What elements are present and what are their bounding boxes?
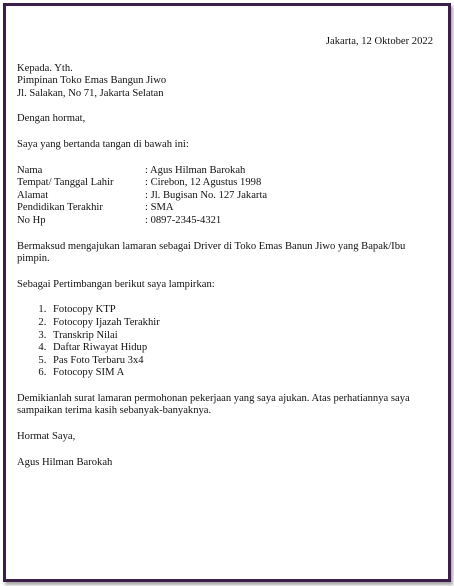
identity-row — [17, 190, 435, 203]
intro-text: Saya yang bertanda tangan di bawah ini: — [17, 138, 189, 150]
list-item: 2. Fotocopy Ijazah Terakhir — [49, 317, 435, 330]
identity-row — [17, 215, 435, 228]
list-item: 4. Daftar Riwayat Hidup — [49, 342, 435, 355]
identity-value: : Cirebon, 12 Agustus 1998 — [145, 177, 262, 189]
identity-label: Pendidikan Terakhir — [17, 202, 103, 214]
identity-table — [17, 165, 435, 228]
identity-label: No Hp — [17, 214, 46, 226]
identity-value: : SMA — [145, 202, 174, 214]
sign-off: Hormat Saya, — [17, 431, 76, 443]
recipient-line-2: Pimpinan Toko Emas Bangun Jiwo — [17, 75, 167, 87]
list-item: 6. Fotocopy SIM A — [49, 367, 435, 380]
place-date: Jakarta, 12 Oktober 2022 — [325, 36, 433, 47]
identity-value: : Agus Hilman Barokah — [145, 164, 246, 176]
recipient-line-1: Kepada. Yth. — [17, 62, 73, 74]
letter-body — [17, 36, 435, 469]
recipient-line-3: Jl. Salakan, No 71, Jakarta Selatan — [17, 87, 164, 99]
identity-label: Alamat — [17, 189, 49, 201]
attachments-intro: Sebagai Pertimbangan berikut saya lampirkan: — [17, 278, 215, 290]
identity-value: : 0897-2345-4321 — [145, 214, 222, 226]
list-item: 1. Fotocopy KTP — [49, 304, 435, 317]
list-item: 5. Pas Foto Terbaru 3x4 — [49, 355, 435, 368]
identity-row — [17, 177, 435, 190]
list-item: 3. Transkrip Nilai — [49, 330, 435, 343]
identity-row — [17, 202, 435, 215]
identity-value: : Jl. Bugisan No. 127 Jakarta — [145, 189, 268, 201]
identity-label: Tempat/ Tanggal Lahir — [17, 177, 114, 189]
recipient-block — [17, 63, 435, 101]
attachments-list — [17, 304, 435, 380]
greeting: Dengan hormat, — [17, 113, 86, 125]
identity-row — [17, 165, 435, 178]
identity-label: Nama — [17, 164, 43, 176]
closing-paragraph: Demikianlah surat lamaran permohonan pekerjaan yang saya ajukan. Atas perhatiannya saya sampaikan terima kasih sebanyak-banyaknya. — [17, 392, 410, 417]
signer-name: Agus Hilman Barokah — [17, 456, 113, 468]
purpose-paragraph: Bermaksud mengajukan lamaran sebagai Driver di Toko Emas Banun Jiwo yang Bapak/Ibu pimpin. — [17, 240, 406, 265]
